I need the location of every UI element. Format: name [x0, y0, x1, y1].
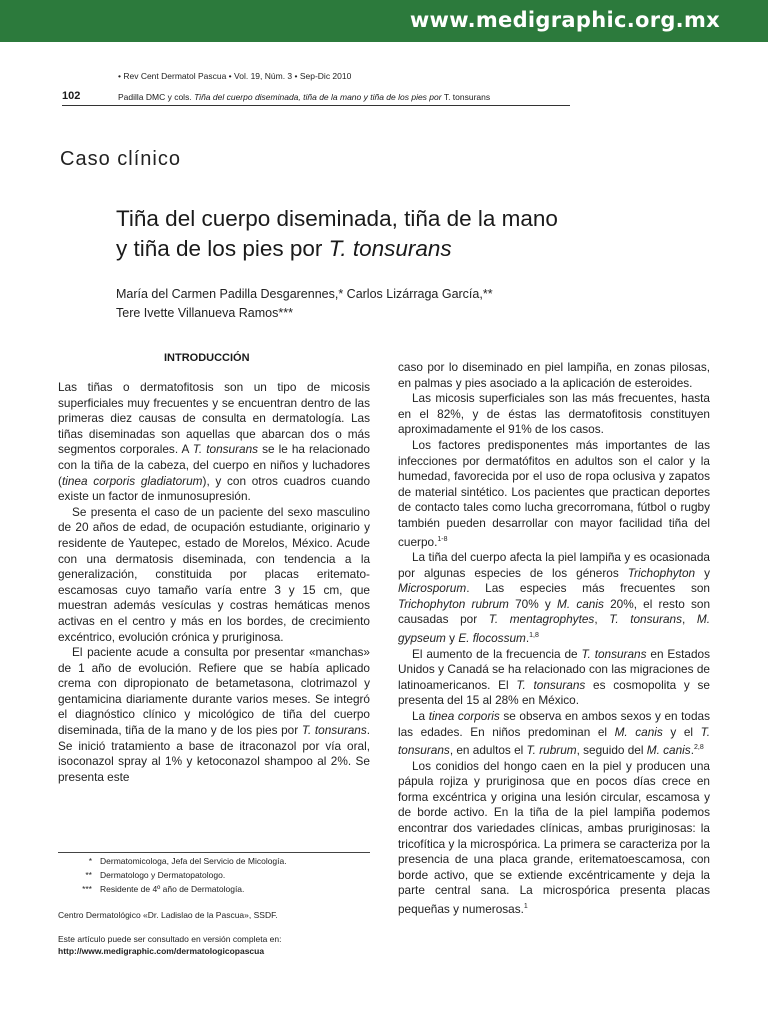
section-label: Caso clínico [60, 148, 181, 170]
availability-note: Este artículo puede ser consultado en versión completa en: [58, 934, 282, 944]
footnote: ** Dermatologo y Dermatopatologo. [85, 870, 226, 880]
top-banner [0, 0, 768, 42]
article-title [116, 204, 676, 264]
running-head [118, 92, 490, 102]
paragraph: La tinea corporis se observa en ambos sexos y en todas las edades. En niños predominan el M. canis y el T. tonsurans, en adultos el T. rubrum, seguido del M. canis.$^{2,8}$ [398, 708, 711, 758]
running-head-species: T. tonsurans [443, 92, 491, 102]
authors-line-1: María del Carmen Padilla Desgarennes,* Carlos Lizárraga García,** [116, 287, 493, 301]
paragraph: La tiña del cuerpo afecta la piel lampiña y es ocasionada por algunas especies de los géneros Trichophyton y Microsporum. Las especies más frecuentes son Trichophyton rubrum 70% y M. canis 20%, el resto son causadas por T. mentagrophytes, T. tonsurans, M. gypseum y E. flocossum.$^{1,8}$ [398, 550, 711, 645]
paragraph: caso por lo diseminado en piel lampiña, en zonas pilosas, en palmas y pies asociado a la aplicación de esteroides. [398, 360, 710, 390]
page-number: 102 [62, 90, 81, 102]
paragraph: Los factores predisponentes más importantes de las infecciones por dermatófitos en adultos son el calor y la humedad, favorecida por el uso de ropa oclusiva y zapatos de material sintético. Los pacientes que practican deportes de contacto tales como lucha grecorromana, fútbol o rugby también pueden desarrollar con mayor facilidad tiña del cuerpo.$^{1-8}$ [398, 437, 710, 549]
paragraph: El aumento de la frecuencia de T. tonsurans en Estados Unidos y Canadá se ha relacionado con las migraciones de latinoamericanos. El T. tonsurans es cosmopolita y se presenta del 15 al 28% en México. [398, 646, 710, 708]
running-head-authors: Padilla DMC y cols. [118, 92, 192, 102]
footnote: * Dermatomicologa, Jefa del Servicio de Micología. [88, 856, 287, 866]
footnote-rule [58, 852, 370, 853]
paragraph: Los conidios del hongo caen en la piel y producen una pápula rojiza y pruriginosa que en pocos días crece en forma excéntrica y origina una lesión circular, escamosa y de borde activo. En la tiña de la piel lampiña podemos encontrar dos variedades clínicas, ambas pruriginosas: la tricofítica y la microspórica. La primera se caracteriza por la presencia de una placa grande, eritematoescamosa, con borde activo, que se extiende excéntricamente y deja la parte central sana. La microspórica presenta placas pequeñas y numerosas.$^1$ [398, 758, 710, 916]
left-column [58, 380, 370, 785]
authors [116, 285, 716, 323]
footnote: *** Residente de 4º año de Dermatología. [82, 884, 245, 894]
availability-url[interactable]: http://www.medigraphic.com/dermatologicopascua [58, 946, 265, 956]
authors-line-2: Tere Ivette Villanueva Ramos*** [116, 306, 293, 320]
paragraph: Las micosis superficiales son las más frecuentes, hasta en el 82%, y de éstas las dermatofitosis constituyen aproximadamente el 91% de los casos. [398, 391, 710, 437]
title-line-1: Tiña del cuerpo diseminada, tiña de la mano [116, 206, 558, 231]
title-line-2: y tiña de los pies por T. tonsurans [116, 236, 452, 261]
header-rule [62, 105, 570, 106]
paragraph: Se presenta el caso de un paciente del sexo masculino de 20 años de edad, de ocupación estudiante, originario y residente de Yautepec, estado de Morelos, México. Acude con una dermatosis diseminada, con tendencia a la generalización, constituida por placas eritemato-escamosas cuyo tamaño varía entre 3 y 15 cm, que muestran además vesículas y costras hemáticas menos activas en el centro y más en los bordes, de crecimiento excéntrico, evolución crónica y pruriginosa. [58, 504, 370, 644]
journal-citation: • Rev Cent Dermatol Pascua • Vol. 19, Núm. 3 • Sep-Dic 2010 [118, 71, 352, 81]
paragraph: Las tiñas o dermatofitosis son un tipo de micosis superficiales muy frecuentes y se encuentran dentro de las primeras diez causas de consulta en dermatología. Las tiñas diseminadas son aquellas que abarcan dos o más segmentos corporales. A T. tonsurans se le ha relacionado con la tiña de la cabeza, del cuerpo en niños y luchadores (tinea corporis gladiatorum), y con otros cuadros cuando existe un factor de inmunosupresión. [58, 380, 371, 504]
site-url[interactable]: www.medigraphic.org.mx [409, 8, 720, 32]
right-column [398, 360, 710, 917]
running-head-title: Tiña del cuerpo diseminada, tiña de la mano y tiña de los pies por [194, 92, 442, 102]
paragraph: El paciente acude a consulta por presentar «manchas» de 1 año de evolución. Refiere que se había aplicado crema con dipropionato de betametasona, clotrimazol y gentamicina diariamente durante varios meses. Se integró el diagnóstico clínico y micológico de tiña del cuerpo diseminada, tiña de la mano y de los pies por T. tonsurans. Se inició tratamiento a base de itraconazol por vía oral, isoconazol spray al 1% y ketoconazol shampoo al 2%. Se presenta este [58, 645, 370, 784]
affiliation-center: Centro Dermatológico «Dr. Ladislao de la Pascua», SSDF. [58, 910, 278, 920]
intro-heading: INTRODUCCIÓN [164, 352, 250, 364]
